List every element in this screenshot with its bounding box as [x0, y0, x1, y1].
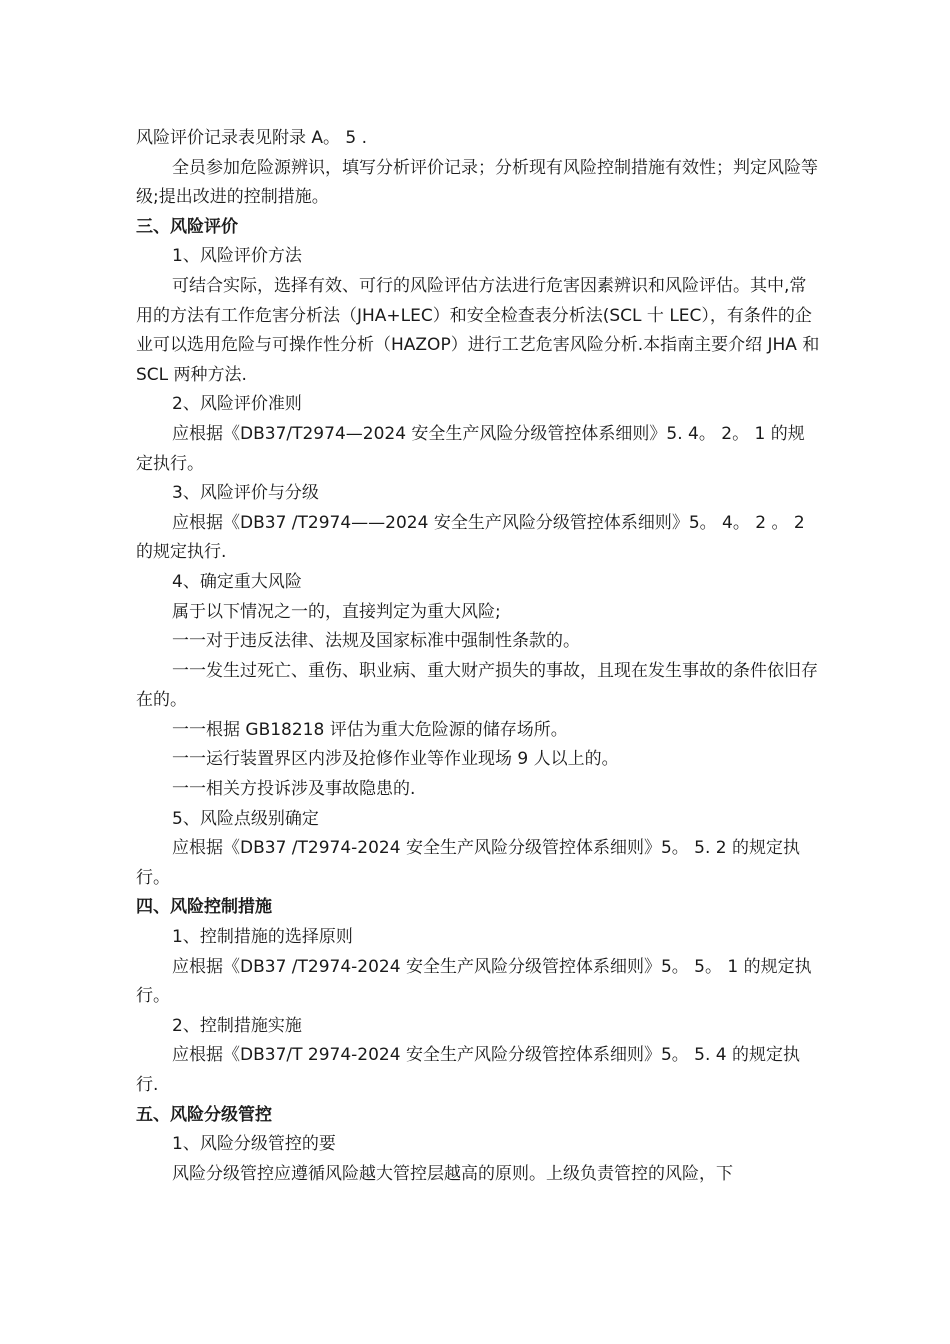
paragraph: 全员参加危险源辨识，填写分析评价记录；分析现有风险控制措施有效性；判定风险等级;提出改进的控制措施。 [136, 157, 818, 208]
paragraph: 1、风险分级管控的要 [172, 1134, 336, 1155]
paragraph: 一一对于违反法律、法规及国家标准中强制性条款的。 [172, 631, 580, 652]
paragraph: 可结合实际，选择有效、可行的风险评估方法进行危害因素辨识和风险评估。其中,常用的方法有工作危害分析法（JHA+LEC）和安全检查表分析法(SCL 十 LEC），有条件的企业可以选用危险与可操作性分析（HAZOP）进行工艺危害风险分析.本指南主要介绍 JHA 和 SCL 两种方法. [136, 275, 820, 385]
paragraph: 属于以下情况之一的，直接判定为重大风险; [172, 601, 501, 622]
paragraph: 应根据《DB37 /T2974-2024 安全生产风险分级管控体系细则》5。 5。 1 的规定执行。 [136, 956, 812, 1007]
paragraph: 一一发生过死亡、重伤、职业病、重大财产损失的事故，且现在发生事故的条件依旧存在的。 [136, 660, 818, 711]
paragraph: 应根据《DB37/T 2974-2024 安全生产风险分级管控体系细则》5。 5. 4 的规定执行. [136, 1045, 801, 1095]
document-body [136, 124, 820, 1189]
paragraph: 一一根据 GB18218 评估为重大危险源的储存场所。 [172, 719, 568, 740]
paragraph: 应根据《DB37 /T2974-2024 安全生产风险分级管控体系细则》5。 5. 2 的规定执行。 [136, 838, 801, 888]
paragraph: 2、控制措施实施 [172, 1015, 302, 1036]
paragraph: 2、风险评价准则 [172, 394, 302, 415]
paragraph: 1、控制措施的选择原则 [172, 927, 353, 948]
paragraph: 1、风险评价方法 [172, 246, 302, 267]
paragraph: 3、风险评价与分级 [172, 483, 319, 504]
paragraph: 5、风险点级别确定 [172, 808, 319, 829]
section-heading: 五、风险分级管控 [136, 1104, 272, 1125]
paragraph: 4、确定重大风险 [172, 571, 302, 592]
section-heading: 四、风险控制措施 [136, 897, 272, 918]
paragraph: 风险分级管控应遵循风险越大管控层越高的原则。上级负责管控的风险，下 [172, 1163, 733, 1184]
paragraph: 应根据《DB37/T2974—2024 安全生产风险分级管控体系细则》5. 4。 2。 1 的规定执行。 [136, 423, 805, 474]
paragraph: 风险评价记录表见附录 A。 5 . [136, 128, 368, 148]
section-heading: 三、风险评价 [136, 216, 238, 237]
paragraph: 一一运行装置界区内涉及抢修作业等作业现场 9 人以上的。 [172, 749, 619, 770]
paragraph: 应根据《DB37 /T2974——2024 安全生产风险分级管控体系细则》5。 4。 2 。 2 的规定执行. [136, 512, 805, 563]
paragraph: 一一相关方投诉涉及事故隐患的. [172, 779, 416, 800]
